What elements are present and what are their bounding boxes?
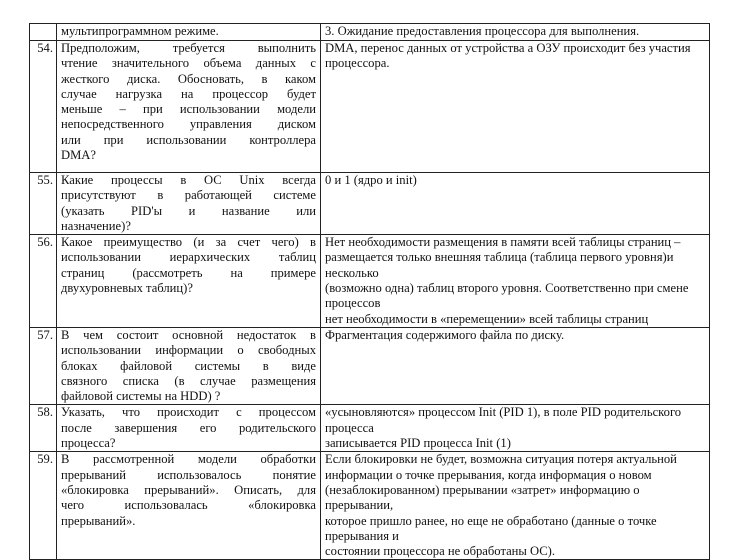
answer-text-line: записывается PID процесса Init (1) <box>325 436 511 451</box>
question-cell <box>57 235 321 328</box>
answer-text-line: размещается только внешняя таблица (таблица первого уровня)и несколько <box>325 250 674 280</box>
question-cell <box>57 24 321 41</box>
question-text-line: назначение)? <box>61 218 131 233</box>
question-text-line: В чем состоит основной недостаток в <box>61 327 316 342</box>
answer-text-line: которое пришло ранее, но еще не обработано (данные о точке прерывания и <box>325 513 657 543</box>
table-row <box>30 405 710 452</box>
table-row <box>30 41 710 173</box>
answer-text-line: DMA, перенос данных от устройства а ОЗУ происходит без участия <box>325 41 691 55</box>
question-text-line: Указать, что происходит с процессом <box>61 405 316 420</box>
table-row <box>30 235 710 328</box>
answer-text-line: Если блокировки не будет, возможна ситуация потеря актуальной <box>325 452 677 467</box>
question-text-line: Какое преимущество (и за счет чего) в <box>61 235 316 250</box>
question-number: 55. <box>30 173 57 235</box>
question-text-line: процесса? <box>61 436 116 451</box>
question-number: 57. <box>30 327 57 404</box>
question-text-line: мультипрограммном режиме. <box>61 24 219 38</box>
table-row <box>30 173 710 235</box>
question-text-line: или при использовании контроллера <box>61 132 316 147</box>
answer-cell <box>321 405 710 452</box>
answer-cell <box>321 235 710 328</box>
question-number: 56. <box>30 235 57 328</box>
answer-text-line: нет необходимости в «перемещении» всей таблицы страниц <box>325 311 649 326</box>
question-text-line: жесткого диска. Обосновать, в каком <box>61 71 316 86</box>
answer-text-line: Фрагментация содержимого файла по диску. <box>325 327 565 342</box>
question-text-line: двухуровневых таблиц)? <box>61 281 193 296</box>
question-text-line: Предположим, требуется выполнить <box>61 41 316 55</box>
table-row <box>30 452 710 560</box>
question-text-line: непосредственного управления диском <box>61 117 316 132</box>
answer-text-line: (возможно одна) таблиц второго уровня. Соответственно при смене процессов <box>325 281 689 311</box>
question-text-line: прерываний использовалось понятие <box>61 467 316 482</box>
question-cell <box>57 327 321 404</box>
question-text-line: случае нагрузка на процессор будет <box>61 86 316 101</box>
question-text-line: присутствуют в работающей системе <box>61 188 316 203</box>
question-text-line: страниц (рассмотреть на примере <box>61 265 316 280</box>
question-text-line: файловой системы на HDD) ? <box>61 389 221 404</box>
question-text-line: прерываний». <box>61 513 136 528</box>
qa-table-body <box>30 24 710 560</box>
answer-text-line: «усыновляются» процессом Init (PID 1), в поле PID родительского процесса <box>325 405 682 435</box>
answer-text-line: (незаблокированном) прерывании «затрет» информацию о прерывании, <box>325 482 640 513</box>
table-row <box>30 327 710 404</box>
answer-text-line: информации о точке прерывания, когда информация о новом <box>325 467 652 482</box>
question-cell <box>57 452 321 560</box>
question-text-line: «блокировка прерываний». Описать, для <box>61 482 316 497</box>
question-number <box>30 24 57 41</box>
question-text-line: Какие процессы в ОС Unix всегда <box>61 173 316 187</box>
question-text-line: DMA? <box>61 148 96 163</box>
answer-cell <box>321 173 710 235</box>
question-cell <box>57 405 321 452</box>
answer-cell <box>321 24 710 41</box>
question-number: 54. <box>30 41 57 173</box>
question-text-line: блоках файловой системы в виде <box>61 358 316 373</box>
question-cell <box>57 173 321 235</box>
question-text-line: меньше – при использовании модели <box>61 102 316 117</box>
answer-cell <box>321 327 710 404</box>
answer-text-line: процессора. <box>325 56 390 71</box>
table-row <box>30 24 710 41</box>
question-text-line: использовании иерархических таблиц <box>61 250 316 265</box>
question-cell <box>57 41 321 173</box>
question-number: 59. <box>30 452 57 560</box>
answer-text-line: состоянии процессора не обработаны ОС). <box>325 544 556 559</box>
qa-table <box>29 23 710 560</box>
question-text-line: после завершения его родительского <box>61 420 316 435</box>
question-text-line: (указать PID'ы и название или <box>61 203 316 218</box>
question-text-line: чего использовалась «блокировка <box>61 498 316 513</box>
answer-text-line: Нет необходимости размещения в памяти всей таблицы страниц – <box>325 235 681 250</box>
answer-text-line: 3. Ожидание предоставления процессора для выполнения. <box>325 24 640 38</box>
question-text-line: чтение значительного объема данных с <box>61 56 316 71</box>
answer-cell <box>321 452 710 560</box>
question-text-line: В рассмотренной модели обработки <box>61 452 316 467</box>
answer-cell <box>321 41 710 173</box>
question-text-line: использовании информации о свободных <box>61 343 316 358</box>
answer-text-line: 0 и 1 (ядро и init) <box>325 173 417 187</box>
question-number: 58. <box>30 405 57 452</box>
question-text-line: связного списка (в случае размещения <box>61 373 316 388</box>
